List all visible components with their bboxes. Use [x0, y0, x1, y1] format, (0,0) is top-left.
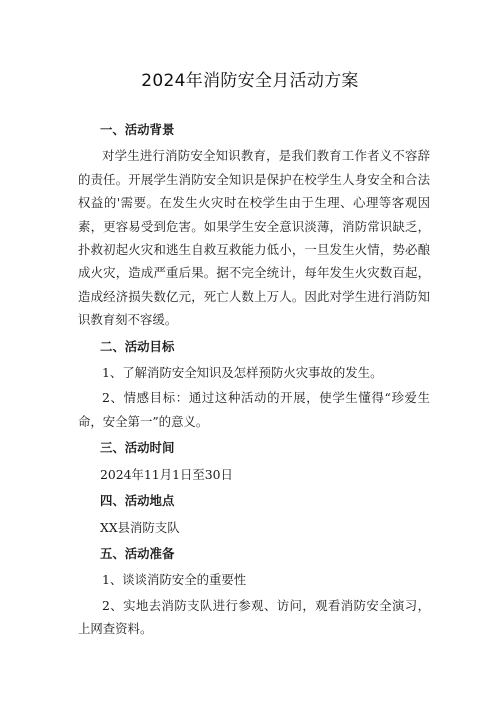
background-paragraph: 对学生进行消防安全知识教育，是我们教育工作者义不容辞的责任。开展学生消防安全知识是保护在校学生人身安全和合法权益的'需要。在发生火灾时在校学生由于生理、心理等客观因素，更容易受到危害。如果学生安全意识淡薄，消防常识缺乏，扑救初起火灾和逃生自救互救能力低小，一旦发生火情，势必酿成火灾，造成严重后果。据不完全统计，每年发生火灾数百起，造成经济损失数亿元，死亡人数上万人。因此对学生进行消防知识教育刻不容缓。: [78, 148, 430, 328]
section-heading-time: 三、活动时间: [100, 440, 175, 456]
section-heading-location: 四、活动地点: [100, 493, 175, 509]
preparation-item-1: 1、谈谈消防安全的重要性: [102, 572, 247, 588]
goal-item-2: 2、情感目标：通过这种活动的开展，使学生懂得“珍爱生命，安全第一”的意义。: [78, 390, 430, 429]
goal-item-1: 1、了解消防安全知识及怎样预防火灾事故的发生。: [102, 365, 383, 381]
section-heading-preparation: 五、活动准备: [100, 545, 175, 561]
section-heading-background: 一、活动背景: [100, 122, 175, 137]
document-title: 2024年消防安全月活动方案: [141, 71, 359, 91]
activity-location: XX县消防支队: [100, 519, 180, 535]
document-body: [78, 118, 430, 643]
section-heading-goals: 二、活动目标: [100, 338, 175, 354]
preparation-item-2: 2、实地去消防支队进行参观、访问，观看消防安全演习，上网查资料。: [78, 597, 430, 637]
activity-time: 2024年11月1日至30日: [100, 466, 233, 482]
